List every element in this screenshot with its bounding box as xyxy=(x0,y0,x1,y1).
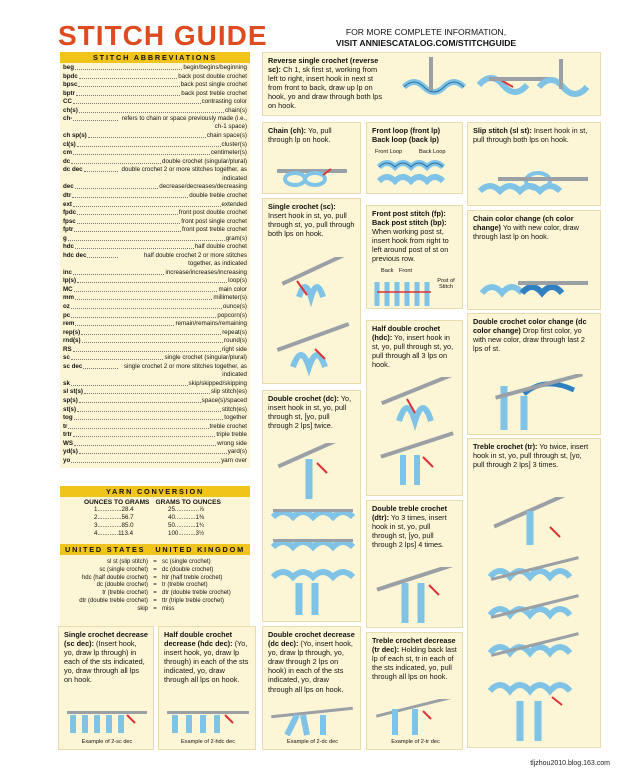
abbreviation-row xyxy=(63,320,247,329)
us-term: sl st (slip stitch) xyxy=(106,559,148,565)
abbreviation-key: trtr xyxy=(63,431,72,439)
abbreviation-value: contrasting color xyxy=(201,98,247,106)
abbreviation-key: fptr xyxy=(63,226,74,234)
us-uk-row xyxy=(62,559,248,567)
abbreviation-value: wrong side xyxy=(217,439,247,447)
abbreviation-key: sc xyxy=(63,354,70,362)
abbreviation-row xyxy=(63,277,247,286)
chain-title: Chain (ch): xyxy=(268,126,307,135)
leader-dots xyxy=(77,209,178,215)
abbreviation-value: chain space(s) xyxy=(206,132,247,140)
abbreviation-row xyxy=(63,201,247,210)
leader-dots xyxy=(71,158,161,164)
tr-dec-illustration xyxy=(371,699,459,737)
g-row: 100..........3½ xyxy=(168,530,205,537)
abbreviation-value: single crochet (singular/plural) xyxy=(164,354,247,362)
abbreviation-row xyxy=(63,132,247,141)
uk-term: miss xyxy=(162,605,175,612)
abbreviation-value: remain/remains/remaining xyxy=(175,320,247,328)
leader-dots xyxy=(68,423,208,429)
g-row: 25..............⅞ xyxy=(168,506,205,513)
leader-dots xyxy=(78,81,179,87)
reverse-sc-illustration xyxy=(399,57,599,113)
abbreviation-row xyxy=(63,423,247,432)
abbreviation-key: WS xyxy=(63,439,73,447)
abbreviation-row xyxy=(63,226,247,235)
dccc-title: Double crochet color change (dc color change) xyxy=(473,317,587,336)
dc-dec-caption: Example of 2-dc dec xyxy=(287,739,338,745)
abbreviation-value: half double crochet 2 or more stitches together, as indicated xyxy=(143,251,247,268)
abbreviation-value: together xyxy=(224,414,247,422)
sc-dec-title: Single crochet decrease (sc dec): xyxy=(64,630,148,649)
abbreviation-value: triple treble xyxy=(216,431,247,439)
abbreviation-key: fpdc xyxy=(63,209,77,217)
hdc-illustration xyxy=(373,377,459,493)
tr-illustration xyxy=(480,497,592,745)
leader-dots xyxy=(77,406,221,412)
watermark: tljzhou2010.blog.163.com xyxy=(530,760,610,767)
us-uk-row xyxy=(62,575,248,583)
tr-title: Treble crochet (tr): xyxy=(473,442,538,451)
abbreviation-row xyxy=(63,312,247,321)
treble-box xyxy=(467,438,601,748)
abbreviation-key: ext xyxy=(63,200,72,208)
abbreviation-key: inc xyxy=(63,268,72,276)
dc-illustration xyxy=(269,443,357,619)
uk-term: dc (double crochet) xyxy=(162,566,214,573)
leader-dots xyxy=(73,201,221,207)
leader-dots xyxy=(81,329,221,335)
abbreviation-row xyxy=(63,81,247,90)
leader-dots xyxy=(75,243,194,249)
dc-dec-text: (Yo, insert hook, yo, draw lp through, yo, draw through 2 lps on hook) in each of the sts indicated, yo, draw through all lps on hook. xyxy=(268,639,353,694)
abbreviation-key: lp(s) xyxy=(63,277,77,285)
leader-dots xyxy=(71,354,164,360)
leader-dots xyxy=(79,107,224,113)
equals-sign: = xyxy=(153,566,157,573)
slip-stitch-title: Slip stitch (sl st): xyxy=(473,126,532,135)
leader-dots xyxy=(79,448,227,454)
leader-dots xyxy=(77,277,227,283)
abbreviation-row xyxy=(63,158,247,167)
abbreviation-value: gram(s) xyxy=(225,234,247,242)
abbreviation-key: sl st(s) xyxy=(63,388,83,396)
chain-color-change-box xyxy=(467,210,601,310)
abbreviation-value: single crochet 2 or more stitches together, as indicated xyxy=(123,362,247,379)
us-uk-panel xyxy=(60,544,250,627)
post-stitch-title: Front post stitch (fp): Back post stitch (bp): xyxy=(372,209,447,228)
hdc-title: Half double crochet (hdc): xyxy=(372,324,441,343)
uk-term: htr (half treble crochet) xyxy=(162,574,223,581)
dc-dec-illustration xyxy=(267,705,357,737)
abbreviation-key: st(s) xyxy=(63,405,77,413)
abbreviation-key: cm xyxy=(63,149,72,157)
abbreviation-value: centimeter(s) xyxy=(210,149,247,157)
leader-dots xyxy=(74,414,224,420)
abbreviation-row xyxy=(63,286,247,295)
abbreviation-value: extended xyxy=(221,200,247,208)
abbreviation-value: back post treble crochet xyxy=(181,89,247,97)
leader-dots xyxy=(87,252,118,258)
tr-dec-caption: Example of 2-tr dec xyxy=(391,739,440,745)
slip-stitch-box xyxy=(467,122,601,206)
abbreviation-value: back post single crochet xyxy=(180,81,247,89)
us-term: skip xyxy=(137,605,148,612)
us-uk-row xyxy=(62,590,248,598)
us-uk-row xyxy=(62,606,248,614)
slip-stitch-text: Insert hook in st, pull through both lps on hook. xyxy=(473,126,588,145)
abbreviation-row xyxy=(63,329,247,338)
us-uk-table xyxy=(60,555,250,627)
abbreviation-value: refers to chain or space previously made (i.e., ch-1 space) xyxy=(121,115,247,131)
uk-term: dtr (double treble crochet) xyxy=(162,590,231,597)
sc-text: Insert hook in st, yo, pull through st, yo, pull through both lps on hook. xyxy=(268,211,355,239)
tr-dec-title: Treble crochet decrease (tr dec): xyxy=(372,636,456,655)
abbreviation-row xyxy=(63,380,247,389)
abbreviation-row xyxy=(63,346,247,355)
leader-dots xyxy=(76,90,180,96)
sc-dec-caption: Example of 2-sc dec xyxy=(81,739,133,745)
abbreviation-key: beg xyxy=(63,64,75,71)
abbreviation-row xyxy=(63,149,247,158)
post-stitch-box xyxy=(366,205,463,309)
abbreviation-key: g xyxy=(63,234,67,242)
equals-sign: = xyxy=(153,582,157,589)
abbreviation-key: rep(s) xyxy=(63,328,81,336)
leader-dots xyxy=(84,388,210,394)
chain-text: Yo, pull through lp on hook. xyxy=(268,126,332,145)
abbreviation-value: round(s) xyxy=(223,337,247,345)
subtitle-line-1: FOR MORE COMPLETE INFORMATION, xyxy=(345,27,507,37)
dc-box xyxy=(262,390,361,622)
back-label: Back xyxy=(381,268,394,274)
leader-dots xyxy=(68,235,225,241)
back-loop-label: Back Loop xyxy=(419,149,446,155)
abbreviation-key: tr xyxy=(63,422,68,430)
abbreviation-value: treble crochet xyxy=(209,422,247,430)
abbreviation-value: ounce(s) xyxy=(222,303,247,311)
g-row: 50............1¾ xyxy=(168,522,205,529)
abbreviation-key: rnd(s) xyxy=(63,337,81,345)
uk-header: UNITED KINGDOM xyxy=(155,545,245,554)
abbreviation-value: millimeter(s) xyxy=(213,294,247,302)
abbreviation-value: double treble crochet xyxy=(189,192,247,200)
single-crochet-box xyxy=(262,198,361,384)
leader-dots xyxy=(73,269,165,275)
abbreviation-key: tog xyxy=(63,414,73,422)
abbreviation-row xyxy=(63,337,247,346)
abbreviation-key: CC xyxy=(63,98,72,106)
post-stitch-text: When working post st, insert hook from right to left around post of st on previous row. xyxy=(372,227,449,264)
abbreviation-key: dtr xyxy=(63,192,72,200)
dc-color-change-box xyxy=(467,313,601,435)
abbreviation-row xyxy=(63,294,247,303)
abbreviation-row xyxy=(63,252,247,269)
abbreviation-key: oz xyxy=(63,303,70,311)
abbreviation-row xyxy=(63,218,247,227)
dtr-title: Double treble crochet (dtr): xyxy=(372,504,448,523)
leader-dots xyxy=(72,192,188,198)
tr-text: Yo twice, insert hook in st, yo, pull through st, [yo, pull through 2 lps] 3 times. xyxy=(473,442,589,470)
post-stitch-illustration xyxy=(373,276,435,308)
abbreviation-value: yard(s) xyxy=(227,448,247,456)
abbreviation-key: dc xyxy=(63,157,71,165)
abbreviation-value: increase/increases/increasing xyxy=(165,268,247,276)
dtr-illustration xyxy=(371,567,461,625)
abbreviation-row xyxy=(63,457,247,466)
hdc-dec-box xyxy=(158,626,256,750)
abbreviation-key: rem xyxy=(63,320,75,328)
us-term: dtr (double treble crochet) xyxy=(79,597,148,604)
leader-dots xyxy=(75,294,212,300)
leader-dots xyxy=(82,337,223,343)
abbreviation-value: repeat(s) xyxy=(222,328,247,336)
sc-dec-text: (Insert hook, yo, draw lp through) in each of the sts indicated, yo, draw through all lps on hook. xyxy=(64,639,145,685)
sc-title: Single crochet (sc): xyxy=(268,202,336,211)
leader-dots xyxy=(79,73,177,79)
page-title: STITCH GUIDE xyxy=(58,20,268,51)
front-back-loop-illustration xyxy=(375,157,457,191)
abbreviation-key: yd(s) xyxy=(63,448,78,456)
uk-term: tr (treble crochet) xyxy=(162,582,208,589)
abbreviation-value: skip/skipped/skipping xyxy=(188,379,247,387)
sc-dec-box xyxy=(58,626,154,750)
g-row: 40............1⅜ xyxy=(168,514,205,521)
leader-dots xyxy=(79,397,201,403)
abbreviation-row xyxy=(63,243,247,252)
abbreviations-header: STITCH ABBREVIATIONS xyxy=(60,52,250,63)
abbreviation-row xyxy=(63,388,247,397)
dc-title: Double crochet (dc): xyxy=(268,394,339,403)
abbreviation-value: loop(s) xyxy=(228,277,247,285)
abbreviation-row xyxy=(63,414,247,423)
abbreviation-row xyxy=(63,192,247,201)
leader-dots xyxy=(74,286,218,292)
abbreviation-value: double crochet 2 or more stitches together, as indicated xyxy=(121,166,247,182)
abbreviation-key: sk xyxy=(63,379,70,387)
abbreviation-key: bpsc xyxy=(63,81,78,89)
oz-row: 2..............56.7 xyxy=(94,514,134,521)
abbreviation-key: hdc xyxy=(63,243,75,251)
equals-sign: = xyxy=(153,574,157,581)
reverse-sc-title: Reverse single crochet (reverse sc): xyxy=(268,56,379,75)
abbreviation-key: bpdc xyxy=(63,72,78,80)
abbreviation-value: double crochet (singular/plural) xyxy=(162,157,247,165)
abbreviation-row xyxy=(63,303,247,312)
abbreviation-key: hdc dec xyxy=(63,251,87,259)
equals-sign: = xyxy=(153,590,157,597)
leader-dots xyxy=(83,363,118,369)
yarn-conversion-header: YARN CONVERSION xyxy=(60,486,250,497)
abbreviation-key: fpsc xyxy=(63,217,76,225)
abbreviation-key: sc dec xyxy=(63,362,83,370)
abbreviation-row xyxy=(63,397,247,406)
dc-dec-title: Double crochet decrease (dc dec): xyxy=(268,630,355,649)
abbreviation-value: front post double crochet xyxy=(178,209,247,217)
us-term: dc (double crochet) xyxy=(96,582,148,589)
abbreviation-key: ch- xyxy=(63,115,73,123)
us-term: tr (treble crochet) xyxy=(102,590,148,597)
abbreviation-value: cluster(s) xyxy=(221,140,247,148)
abbreviation-key: ch(s) xyxy=(63,106,78,114)
abbreviation-key: sp(s) xyxy=(63,396,78,404)
hdc-dec-illustration xyxy=(163,705,253,735)
leader-dots xyxy=(74,440,216,446)
dc-text: Yo, insert hook in st, yo, pull through st, [yo, pull through 2 lps] twice. xyxy=(268,394,352,431)
abbreviation-value: back post double crochet xyxy=(178,72,247,80)
abbreviation-key: mm xyxy=(63,294,75,302)
leader-dots xyxy=(75,64,182,70)
equals-sign: = xyxy=(153,559,157,565)
abbreviation-value: front post single crochet xyxy=(181,217,247,225)
uk-term: ttr (triple treble crochet) xyxy=(162,597,225,604)
reverse-sc-text: Ch 1, sk first st, working from left to right, insert hook in next st from front to back, draw up lp on hook, yo and draw through both lps on hook. xyxy=(268,65,382,111)
post-of-stitch-label: Post of Stitch xyxy=(437,278,455,290)
abbreviation-value: chain(s) xyxy=(224,106,247,114)
abbreviation-key: bptr xyxy=(63,89,76,97)
front-back-loop-title: Front loop (front lp) Back loop (back lp) xyxy=(372,126,441,145)
abbreviation-key: MC xyxy=(63,285,73,293)
abbreviation-row xyxy=(63,90,247,99)
abbreviation-key: yo xyxy=(63,456,71,464)
tr-dec-text: Holding back last lp of each st, tr in each of the sts indicated, yo, pull through all lps on hook. xyxy=(372,645,457,682)
us-uk-row xyxy=(62,567,248,575)
abbreviation-row xyxy=(63,73,247,82)
hdc-dec-text: (Yo, insert hook, yo, draw lp through) in each of the sts indicated, yo, draw through all lps on hook. xyxy=(164,639,249,685)
dccc-text: Drop first color, yo with new color, draw through last 2 lps of st. xyxy=(473,326,585,354)
abbreviation-key: RS xyxy=(63,345,72,353)
hdc-text: Yo, insert hook in st, yo, pull through st, yo, pull through all 3 lps on hook. xyxy=(372,333,454,370)
leader-dots xyxy=(73,346,221,352)
leader-dots xyxy=(71,303,222,309)
us-uk-row xyxy=(62,598,248,606)
ccc-title: Chain color change (ch color change) xyxy=(473,214,574,233)
leader-dots xyxy=(71,380,188,386)
hdc-box xyxy=(366,320,463,496)
abbreviation-row xyxy=(63,363,247,380)
hdc-dec-caption: Example of 2-hdc dec xyxy=(180,739,236,745)
leader-dots xyxy=(84,166,118,172)
abbreviation-key: dc dec xyxy=(63,166,83,174)
abbreviation-value: slip stitch(es) xyxy=(210,388,247,396)
leader-dots xyxy=(75,183,159,189)
front-label: Front xyxy=(399,268,413,274)
abbreviation-value: begin/begins/beginning xyxy=(183,64,247,71)
abbreviation-row xyxy=(63,431,247,440)
leader-dots xyxy=(73,149,210,155)
subtitle-link[interactable]: VISIT ANNIESCATALOG.COM/STITCHGUIDE xyxy=(335,38,517,48)
abbreviation-row xyxy=(63,107,247,116)
abbreviations-panel xyxy=(60,52,250,468)
abbreviation-row xyxy=(63,448,247,457)
us-uk-row xyxy=(62,582,248,590)
abbreviation-key: dec xyxy=(63,183,74,191)
us-header: UNITED STATES xyxy=(65,545,146,554)
abbreviation-value: popcorn(s) xyxy=(217,311,247,319)
abbreviation-value: front post treble crochet xyxy=(181,226,247,234)
slip-stitch-illustration xyxy=(478,163,596,203)
abbreviation-value: decrease/decreases/decreasing xyxy=(159,183,247,191)
abbreviation-row xyxy=(63,98,247,107)
sc-illustration xyxy=(269,257,357,381)
dtr-text: Yo 3 times, insert hook in st, yo, pull through st, [yo, pull through 2 lps] 4 times. xyxy=(372,513,447,550)
abbreviation-value: stitch(es) xyxy=(221,405,247,413)
chain-box xyxy=(262,122,361,194)
abbreviations-list xyxy=(60,63,250,468)
abbreviation-row xyxy=(63,115,247,132)
oz-to-g-heading: OUNCES TO GRAMS xyxy=(84,499,150,506)
oz-row: 1..............28.4 xyxy=(94,506,134,513)
abbreviation-value: space(s)/spaced xyxy=(201,396,247,404)
reverse-sc-box xyxy=(262,52,601,116)
leader-dots xyxy=(75,320,174,326)
abbreviation-row xyxy=(63,141,247,150)
leader-dots xyxy=(73,115,118,121)
abbreviation-row xyxy=(63,354,247,363)
dc-dec-box xyxy=(262,626,361,750)
leader-dots xyxy=(77,218,181,224)
g-to-oz-heading: GRAMS TO OUNCES xyxy=(155,499,221,506)
front-loop-label: Front Loop xyxy=(375,149,403,155)
leader-dots xyxy=(71,312,216,318)
leader-dots xyxy=(74,226,181,232)
equals-sign: = xyxy=(153,605,157,612)
abbreviation-row xyxy=(63,235,247,244)
abbreviation-row xyxy=(63,183,247,192)
dtr-box xyxy=(366,500,463,628)
chain-illustration xyxy=(267,159,357,191)
abbreviation-row xyxy=(63,64,247,73)
leader-dots xyxy=(73,98,201,104)
equals-sign: = xyxy=(153,597,157,604)
yarn-conversion-panel xyxy=(60,486,250,547)
abbreviation-value: yarn over xyxy=(221,456,247,464)
tr-dec-box xyxy=(366,632,463,750)
abbreviation-row xyxy=(63,269,247,278)
us-term: hdc (half double crochet) xyxy=(81,574,148,581)
ccc-text: Yo with new color, draw through last lp on hook. xyxy=(473,223,579,242)
abbreviation-key: cl(s) xyxy=(63,140,76,148)
abbreviation-row xyxy=(63,209,247,218)
abbreviation-row xyxy=(63,406,247,415)
abbreviation-value: main color xyxy=(218,285,247,293)
abbreviation-row xyxy=(63,166,247,183)
front-back-loop-box xyxy=(366,122,463,194)
abbreviation-row xyxy=(63,440,247,449)
leader-dots xyxy=(88,132,206,138)
leader-dots xyxy=(77,141,221,147)
oz-row: 4............113.4 xyxy=(94,530,134,537)
abbreviation-value: right side xyxy=(221,345,247,353)
leader-dots xyxy=(73,431,215,437)
hdc-dec-title: Half double crochet decrease (hdc dec): xyxy=(164,630,233,649)
dccc-illustration xyxy=(484,374,592,432)
sc-dec-illustration xyxy=(63,705,151,735)
ccc-illustration xyxy=(478,269,596,309)
abbreviation-value: half double crochet xyxy=(194,243,247,251)
page-subtitle xyxy=(318,27,534,49)
abbreviation-key: ch sp(s) xyxy=(63,132,87,140)
oz-row: 3..............85.0 xyxy=(94,522,134,529)
us-term: sc (single crochet) xyxy=(99,566,148,573)
leader-dots xyxy=(71,457,220,463)
abbreviation-key: pc xyxy=(63,311,71,319)
uk-term: sc (single crochet) xyxy=(162,559,211,565)
